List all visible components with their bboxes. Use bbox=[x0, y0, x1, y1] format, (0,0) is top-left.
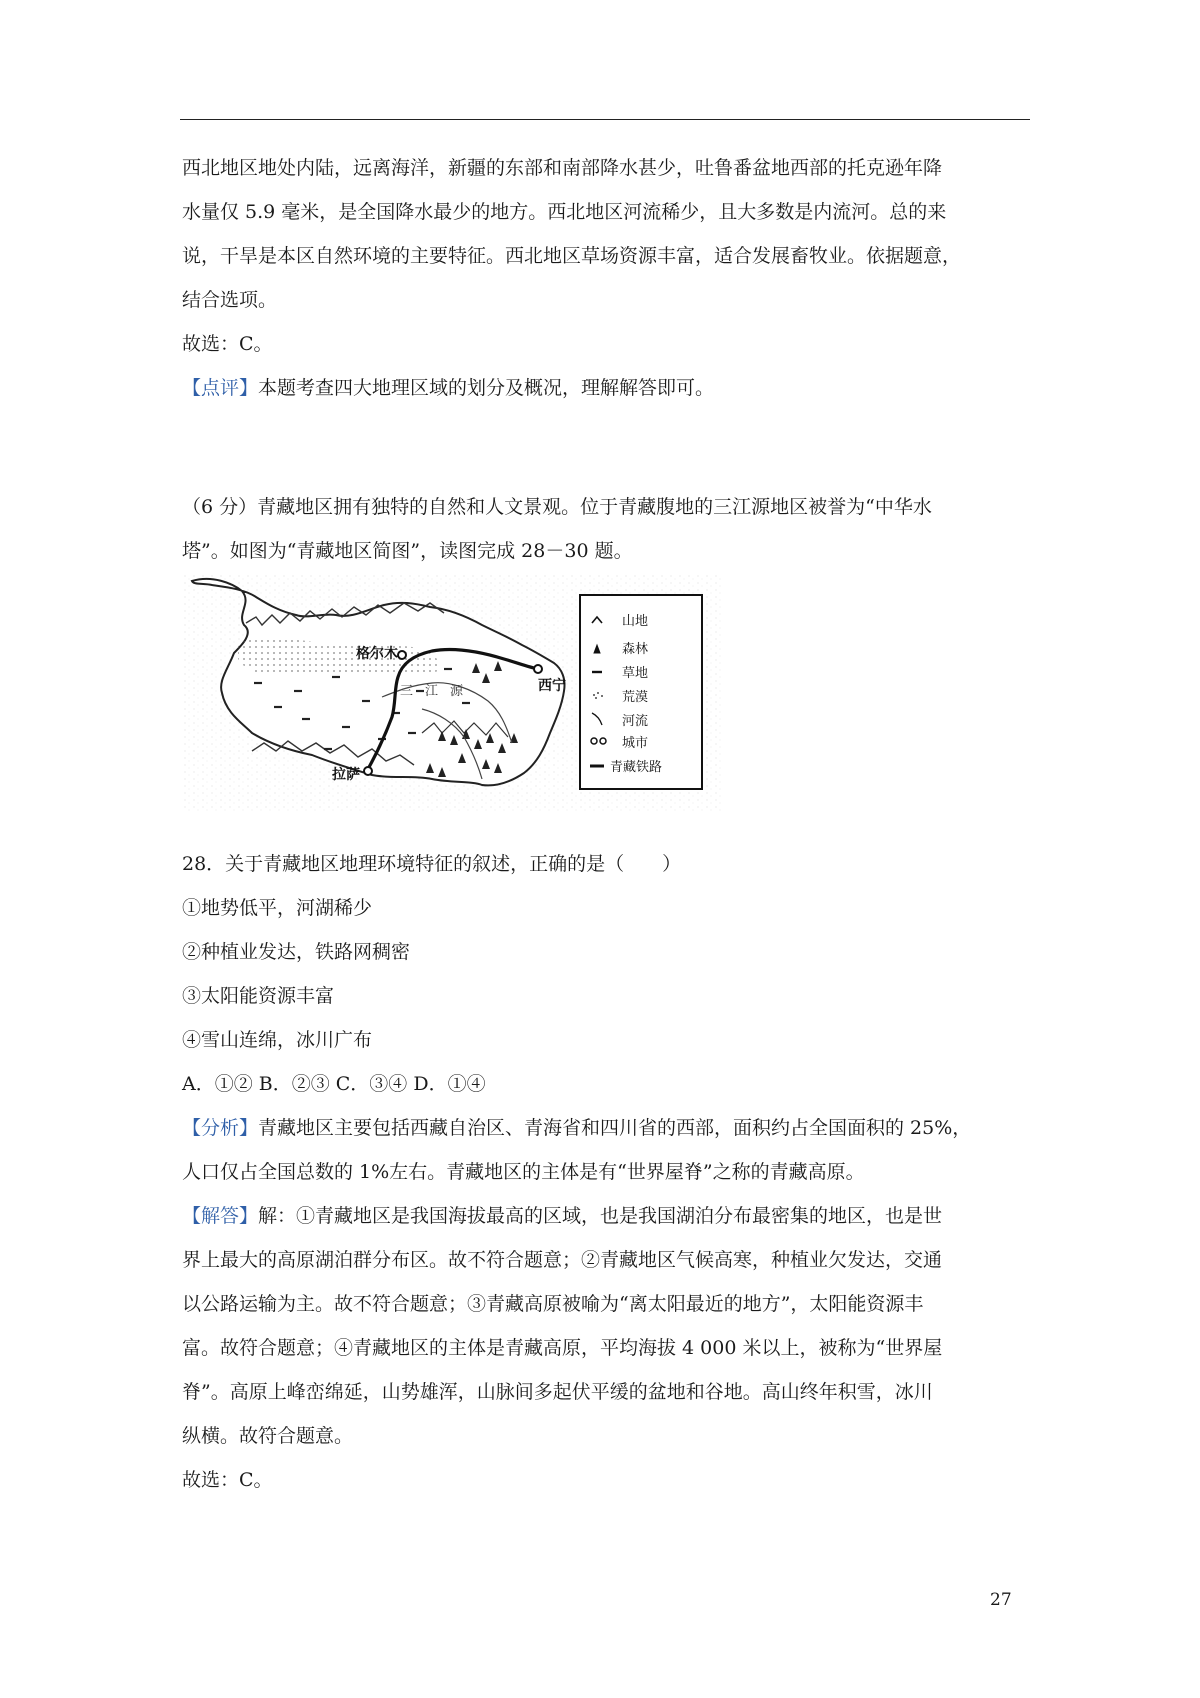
question-item: ③太阳能资源丰富 bbox=[182, 985, 335, 1007]
analysis-line: 人口仅占全国总数的 1%左右。青藏地区的主体是有“世界屋脊”之称的青藏高原。 bbox=[182, 1161, 865, 1183]
previous-analysis bbox=[182, 146, 1030, 410]
legend-label: 河流 bbox=[622, 714, 649, 729]
legend-label: 山地 bbox=[622, 614, 649, 629]
solution-tag: 【解答】 bbox=[182, 1205, 259, 1227]
solution-line: 以公路运输为主。故不符合题意；③青藏高原被喻为“离太阳最近的地方”，太阳能资源丰 bbox=[182, 1293, 924, 1315]
label-lhasa: 拉萨 bbox=[332, 767, 360, 783]
analysis-tag: 【分析】 bbox=[182, 1117, 259, 1139]
solution-line bbox=[182, 1194, 1030, 1238]
solution-line: 界上最大的高原湖泊群分布区。故不符合题意；②青藏地区气候高寒，种植业欠发达，交通 bbox=[182, 1249, 943, 1271]
analysis-line: 结合选项。 bbox=[182, 289, 278, 311]
analysis-line bbox=[182, 1106, 1030, 1150]
label-sanjiangyuan: 三江源 bbox=[400, 684, 476, 699]
label-xining: 西宁 bbox=[538, 678, 566, 694]
comment-text: 本题考查四大地理区域的划分及概况，理解解答即可。 bbox=[258, 377, 715, 399]
comment-tag: 【点评】 bbox=[182, 377, 259, 399]
analysis-text: 青藏地区主要包括西藏自治区、青海省和四川省的西部，面积约占全国面积的 25%， bbox=[258, 1117, 972, 1139]
page-number: 27 bbox=[990, 1590, 1012, 1610]
header-rule bbox=[180, 119, 1030, 120]
city-xining bbox=[534, 665, 542, 673]
solution-line: 富。故符合题意；④青藏地区的主体是青藏高原，平均海拔 4 000 米以上，被称为“世界屋 bbox=[182, 1337, 943, 1359]
solution-line: 纵横。故符合题意。 bbox=[182, 1425, 354, 1447]
answer-choices: A．①② B．②③ C．③④ D．①④ bbox=[182, 1073, 486, 1095]
legend-label: 森林 bbox=[622, 642, 649, 657]
analysis-line: 西北地区地处内陆，远离海洋，新疆的东部和南部降水甚少，吐鲁番盆地西部的托克逊年降 bbox=[182, 157, 943, 179]
legend-label: 草地 bbox=[622, 666, 649, 681]
analysis-line: 说，干旱是本区自然环境的主要特征。西北地区草场资源丰富，适合发展畜牧业。依据题意， bbox=[182, 245, 962, 267]
analysis-line: 水量仅 5.9 毫米，是全国降水最少的地方。西北地区河流稀少，且大多数是内流河。总的来 bbox=[182, 201, 947, 223]
label-golmud: 格尔木 bbox=[356, 646, 398, 662]
question-item: ②种植业发达，铁路网稠密 bbox=[182, 941, 411, 963]
city-golmud bbox=[398, 651, 406, 659]
legend-label: 青藏铁路 bbox=[610, 760, 663, 775]
legend-label: 荒漠 bbox=[622, 690, 649, 705]
legend-label: 城市 bbox=[622, 736, 649, 751]
intro-line: （6 分）青藏地区拥有独特的自然和人文景观。位于青藏腹地的三江源地区被誉为“中华水 bbox=[182, 496, 932, 518]
intro-line: 塔”。如图为“青藏地区简图”，读图完成 28－30 题。 bbox=[182, 540, 633, 562]
qinghai-tibet-map bbox=[182, 573, 722, 813]
answer-line: 故选：C。 bbox=[182, 333, 273, 355]
question-28 bbox=[182, 842, 1030, 1502]
question-item: ①地势低平，河湖稀少 bbox=[182, 897, 373, 919]
question-item: ④雪山连绵，冰川广布 bbox=[182, 1029, 373, 1051]
comment-line bbox=[182, 366, 1030, 410]
solution-text: 解：①青藏地区是我国海拔最高的区域，也是我国湖泊分布最密集的地区，也是世 bbox=[258, 1205, 943, 1227]
solution-line: 脊”。高原上峰峦绵延，山势雄浑，山脉间多起伏平缓的盆地和谷地。高山终年积雪，冰川 bbox=[182, 1381, 933, 1403]
answer-line: 故选：C。 bbox=[182, 1469, 273, 1491]
question-intro bbox=[182, 485, 1030, 573]
question-stem: 28．关于青藏地区地理环境特征的叙述，正确的是（ ） bbox=[182, 853, 682, 875]
city-lhasa bbox=[364, 767, 372, 775]
